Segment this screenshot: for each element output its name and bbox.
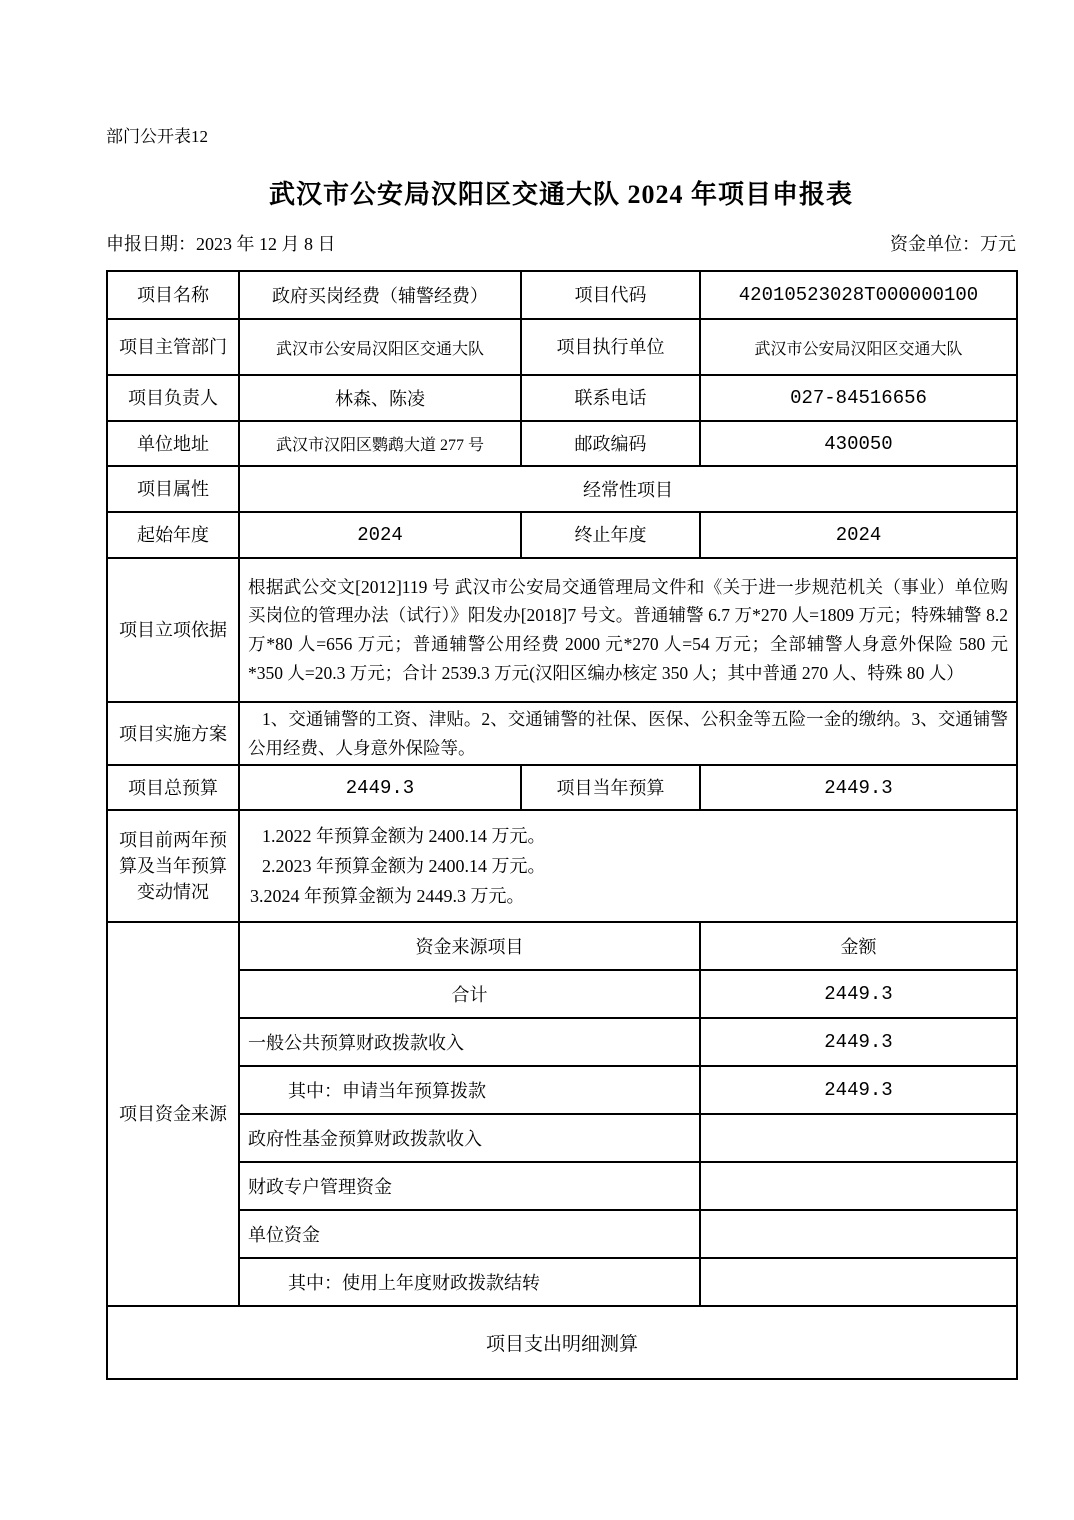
current-year-budget-label: 项目当年预算 <box>521 765 700 810</box>
postal-code-value: 430050 <box>700 421 1017 466</box>
funding-general-budget-item: 一般公共预算财政拨款收入 <box>239 1018 700 1066</box>
approval-basis-label: 项目立项依据 <box>107 558 239 702</box>
funding-unit-funds-amount <box>700 1210 1017 1258</box>
row-project-name <box>107 271 1017 319</box>
prev-budgets-label: 项目前两年预算及当年预算变动情况 <box>107 810 239 922</box>
row-unit-address <box>107 421 1017 466</box>
unit-address-value: 武汉市汉阳区鹦鹉大道 277 号 <box>239 421 521 466</box>
row-funding-general-budget <box>107 1018 1017 1066</box>
row-funding-gov-fund <box>107 1114 1017 1162</box>
approval-basis-value: 根据武公交文[2012]119 号 武汉市公安局交通管理局文件和《关于进一步规范机关（事业）单位购买岗位的管理办法（试行）》阳发办[2018]7 号文。普通辅警 6.7 万*270 人=1809 万元；特殊辅警 8.2 万*80 人=656 万元；普通辅警公用经费 2000 元*270 人=54 万元；全部辅警人身意外保险 580 元*350 人=20.3 万元；合计 2539.3 万元(汉阳区编办核定 350 人；其中普通 270 人、特殊 80 人） <box>239 558 1017 702</box>
funding-gov-fund-amount <box>700 1114 1017 1162</box>
row-funding-header <box>107 922 1017 970</box>
project-declaration-table <box>106 270 1018 1380</box>
postal-code-label: 邮政编码 <box>521 421 700 466</box>
page-title: 武汉市公安局汉阳区交通大队 2024 年项目申报表 <box>268 180 853 209</box>
row-funding-current-appropriation <box>107 1066 1017 1114</box>
start-year-value: 2024 <box>239 512 521 558</box>
unit-address-label: 单位地址 <box>107 421 239 466</box>
row-project-leader <box>107 375 1017 421</box>
document-page <box>106 0 1016 1380</box>
funding-fiscal-account-item: 财政专户管理资金 <box>239 1162 700 1210</box>
project-code-value: 42010523028T000000100 <box>700 271 1017 319</box>
implementation-plan-value: 1、交通铺警的工资、津贴。2、交通铺警的社保、医保、公积金等五险一金的缴纳。3、交通铺警公用经费、人身意外保险等。 <box>239 702 1017 765</box>
doc-label: 部门公开表12 <box>106 127 208 146</box>
funding-source-label: 项目资金来源 <box>107 922 239 1306</box>
row-supervisor-dept <box>107 319 1017 375</box>
executing-unit-value: 武汉市公安局汉阳区交通大队 <box>700 319 1017 375</box>
start-year-label: 起始年度 <box>107 512 239 558</box>
prev-budgets-value <box>239 810 1017 922</box>
row-funding-unit-funds <box>107 1210 1017 1258</box>
end-year-label: 终止年度 <box>521 512 700 558</box>
project-attribute-label: 项目属性 <box>107 466 239 512</box>
contact-phone-label: 联系电话 <box>521 375 700 421</box>
funding-carryover-amount <box>700 1258 1017 1306</box>
current-year-budget-value: 2449.3 <box>700 765 1017 810</box>
fund-unit: 资金单位：万元 <box>890 234 1016 254</box>
declare-date: 申报日期：2023 年 12 月 8 日 <box>106 234 336 254</box>
funding-gov-fund-item: 政府性基金预算财政拨款收入 <box>239 1114 700 1162</box>
supervisor-dept-label: 项目主管部门 <box>107 319 239 375</box>
prev-budget-line-2024: 3.2024 年预算金额为 2449.3 万元。 <box>250 886 525 907</box>
funding-total-amount: 2449.3 <box>700 970 1017 1018</box>
funding-header-item: 资金来源项目 <box>239 922 700 970</box>
executing-unit-label: 项目执行单位 <box>521 319 700 375</box>
end-year-value: 2024 <box>700 512 1017 558</box>
row-approval-basis <box>107 558 1017 702</box>
row-implementation-plan <box>107 702 1017 765</box>
implementation-plan-label: 项目实施方案 <box>107 702 239 765</box>
meta-row <box>106 232 1016 256</box>
row-funding-carryover <box>107 1258 1017 1306</box>
expenditure-detail-title: 项目支出明细测算 <box>107 1306 1017 1379</box>
funding-header-amount: 金额 <box>700 922 1017 970</box>
row-prev-budgets <box>107 810 1017 922</box>
prev-budget-line-2023: 2.2023 年预算金额为 2400.14 万元。 <box>262 856 546 877</box>
contact-phone-value: 027-84516656 <box>700 375 1017 421</box>
project-code-label: 项目代码 <box>521 271 700 319</box>
row-funding-total <box>107 970 1017 1018</box>
row-funding-fiscal-account <box>107 1162 1017 1210</box>
project-leader-value: 林森、陈凌 <box>239 375 521 421</box>
project-name-value: 政府买岗经费（辅警经费） <box>239 271 521 319</box>
row-project-attribute <box>107 466 1017 512</box>
funding-carryover-item: 其中：使用上年度财政拨款结转 <box>239 1258 700 1306</box>
total-budget-label: 项目总预算 <box>107 765 239 810</box>
project-attribute-value: 经常性项目 <box>239 466 1017 512</box>
funding-current-appropriation-item: 其中：申请当年预算拨款 <box>239 1066 700 1114</box>
total-budget-value: 2449.3 <box>239 765 521 810</box>
row-years <box>107 512 1017 558</box>
supervisor-dept-value: 武汉市公安局汉阳区交通大队 <box>239 319 521 375</box>
prev-budget-line-2022: 1.2022 年预算金额为 2400.14 万元。 <box>262 826 546 847</box>
funding-total-item: 合计 <box>239 970 700 1018</box>
project-name-label: 项目名称 <box>107 271 239 319</box>
funding-unit-funds-item: 单位资金 <box>239 1210 700 1258</box>
row-expenditure-detail <box>107 1306 1017 1379</box>
funding-current-appropriation-amount: 2449.3 <box>700 1066 1017 1114</box>
funding-general-budget-amount: 2449.3 <box>700 1018 1017 1066</box>
funding-fiscal-account-amount <box>700 1162 1017 1210</box>
row-budget <box>107 765 1017 810</box>
project-leader-label: 项目负责人 <box>107 375 239 421</box>
